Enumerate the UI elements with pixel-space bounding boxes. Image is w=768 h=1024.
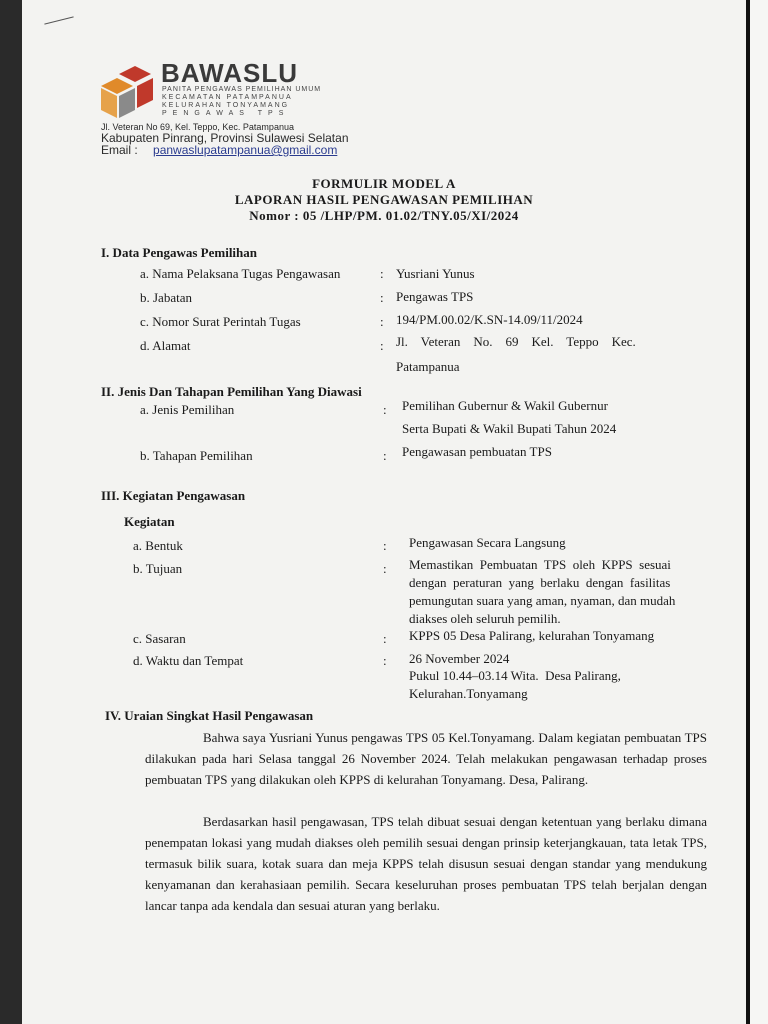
body-paragraph: Berdasarkan hasil pengawasan, TPS telah dibuat sesuai dengan ketentuan yang berlaku dimana penempatan lokasi yang mudah diakses oleh pemilih sesuai dengan prinsip keterjangkauan, tata letak TPS, termasuk bilik suara, kotak suara dan meja KPPS telah disusun sesuai dengan standar yang mendukung kenyamanan dan kerahasiaan pemilih. Secara keseluruhan proses pembuatan TPS telah berjalan dengan lancar tanpa ada kendala dan sesuai aturan yang berlaku.: [145, 814, 707, 913]
field-label: b. Jabatan: [140, 290, 192, 305]
field-colon: :: [380, 338, 384, 353]
field-value: Kelurahan.Tonyamang: [409, 686, 528, 701]
field-value: diakses oleh seluruh pemilih.: [409, 611, 561, 626]
field-colon: :: [383, 448, 387, 463]
field-value: Jl. Veteran No. 69 Kel. Teppo Kec.: [396, 334, 636, 349]
report-number: Nomor : 05 /LHP/PM. 01.02/TNY.05/XI/2024: [249, 208, 519, 223]
field-value: Serta Bupati & Wakil Bupati Tahun 2024: [402, 421, 617, 436]
field-value: Pengawasan pembuatan TPS: [402, 444, 552, 459]
bawaslu-logo-icon: [97, 66, 157, 120]
field-value: KPPS 05 Desa Palirang, kelurahan Tonyamang: [409, 628, 655, 643]
field-value: pemungutan suara yang aman, nyaman, dan mudah: [409, 593, 676, 608]
field-label: d. Waktu dan Tempat: [133, 653, 244, 668]
field-value: Pengawas TPS: [396, 289, 474, 304]
section-heading: I. Data Pengawas Pemilihan: [101, 245, 257, 260]
address-line: Jl. Veteran No 69, Kel. Teppo, Kec. Patampanua: [101, 122, 294, 132]
field-colon: :: [383, 631, 387, 646]
field-value: Pemilihan Gubernur & Wakil Gubernur: [402, 398, 608, 413]
section-heading: III. Kegiatan Pengawasan: [101, 488, 246, 503]
field-colon: :: [380, 266, 384, 281]
field-colon: :: [383, 402, 387, 417]
field-value: 194/PM.00.02/K.SN-14.09/11/2024: [396, 312, 583, 327]
field-colon: :: [383, 538, 387, 553]
email-link[interactable]: panwaslupatampanua@gmail.com: [153, 143, 338, 157]
scan-background-left: [0, 0, 22, 1024]
field-label: c. Nomor Surat Perintah Tugas: [140, 314, 301, 329]
email-row: [101, 143, 337, 157]
address-line: Kabupaten Pinrang, Provinsi Sulawesi Selatan: [101, 131, 349, 145]
field-colon: :: [383, 653, 387, 668]
subsection-heading: Kegiatan: [124, 514, 175, 529]
field-value: Yusriani Yunus: [396, 266, 475, 281]
report-title: LAPORAN HASIL PENGAWASAN PEMILIHAN: [234, 192, 534, 207]
form-title: FORMULIR MODEL A: [312, 176, 456, 191]
field-colon: :: [383, 561, 387, 576]
logo-subtitle-line: KECAMATAN PATAMPANUA: [162, 94, 293, 101]
logo-subtitle-line: KELURAHAN TONYAMANG: [162, 102, 290, 109]
field-label: b. Tahapan Pemilihan: [140, 448, 253, 463]
field-colon: :: [380, 314, 384, 329]
field-label: a. Jenis Pemilihan: [140, 402, 235, 417]
body-paragraph: Bahwa saya Yusriani Yunus pengawas TPS 05 Kel.Tonyamang. Dalam kegiatan pembuatan TPS dilakukan pada hari Selasa tanggal 26 November 2024. Telah melakukan pengawasan terhadap proses pembuatan TPS yang dilakukan oleh KPPS di kelurahan Tonyamang. Desa, Palirang.: [145, 730, 707, 787]
logo-subtitle-line: PANITA PENGAWAS PEMILIHAN UMUM: [162, 86, 322, 93]
field-label: d. Alamat: [140, 338, 191, 353]
field-label: c. Sasaran: [133, 631, 186, 646]
field-label: a. Nama Pelaksana Tugas Pengawasan: [140, 266, 341, 281]
field-value: 26 November 2024: [409, 651, 510, 666]
section-heading: IV. Uraian Singkat Hasil Pengawasan: [105, 708, 314, 723]
field-value: Patampanua: [396, 359, 460, 374]
logo-subtitle-line: PENGAWAS TPS: [162, 110, 290, 117]
field-label: b. Tujuan: [133, 561, 183, 576]
field-value: Pengawasan Secara Langsung: [409, 535, 566, 550]
email-label: Email :: [101, 143, 138, 157]
scan-background-right: [746, 0, 768, 1024]
field-value: dengan peraturan yang berlaku dengan fasilitas: [409, 575, 671, 590]
section-heading: II. Jenis Dan Tahapan Pemilihan Yang Diawasi: [101, 384, 362, 399]
field-label: a. Bentuk: [133, 538, 183, 553]
logo-name: BAWASLU: [161, 58, 298, 88]
field-value: Memastikan Pembuatan TPS oleh KPPS sesuai: [409, 557, 671, 572]
field-colon: :: [380, 290, 384, 305]
field-value: Pukul 10.44–03.14 Wita. Desa Palirang,: [409, 668, 621, 683]
